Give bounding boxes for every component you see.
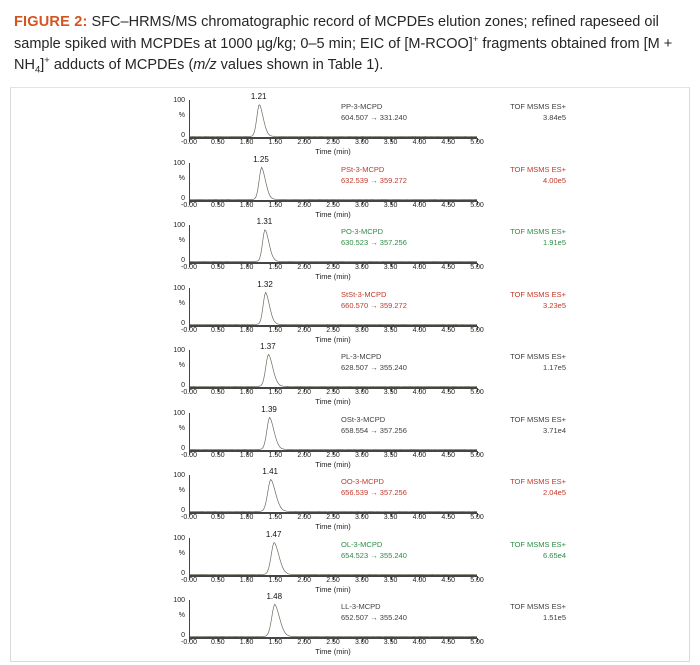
- x-axis-tick-label: 5.00: [470, 201, 484, 209]
- compound-name: PO-3-MCPD: [341, 227, 384, 237]
- scan-type: TOF MSMS ES+: [510, 227, 566, 237]
- compound-annotation: [341, 540, 407, 562]
- x-axis-tick-label: 1.00: [239, 576, 254, 584]
- x-axis-tick-label: 0.50: [210, 389, 225, 397]
- x-axis-title: Time (min): [315, 147, 351, 157]
- plot-area: [189, 163, 477, 201]
- x-axis-tick-label: 2.00: [297, 389, 311, 397]
- mrm-transition: 630.523 → 357.256: [341, 238, 407, 248]
- x-axis-tick-label: 2.00: [297, 139, 311, 147]
- x-axis-tick-label: 4.00: [412, 201, 427, 209]
- compound-name: PP-3-MCPD: [341, 102, 383, 112]
- y-axis-max-label: 100: [173, 159, 185, 167]
- x-axis-tick-label: -0.00: [181, 264, 197, 272]
- acquisition-annotation: [451, 540, 566, 562]
- x-axis-tick-label: 4.00: [412, 451, 427, 459]
- compound-annotation: [341, 602, 407, 624]
- x-axis-tick-label: 1.50: [268, 389, 283, 397]
- y-axis-max-label: 100: [173, 597, 185, 605]
- compound-annotation: [341, 415, 407, 437]
- x-axis-tick-label: 2.50: [326, 264, 340, 272]
- chromatogram-panel: [11, 154, 689, 219]
- x-axis-tick-label: 2.00: [297, 264, 311, 272]
- chromatogram-trace: [190, 288, 477, 325]
- x-axis-tick-label: 3.50: [383, 514, 398, 522]
- x-axis-title: Time (min): [315, 397, 351, 407]
- x-axis-tick-label: 3.50: [383, 201, 398, 209]
- x-axis-tick-label: 2.00: [297, 514, 311, 522]
- x-axis-tick-label: -0.00: [181, 514, 197, 522]
- x-axis-tick-label: -0.00: [181, 576, 197, 584]
- y-axis-unit-label: %: [178, 174, 185, 182]
- x-axis-tick-label: 4.00: [412, 264, 427, 272]
- x-axis-tick-label: 4.50: [441, 264, 455, 272]
- plot-area: [189, 225, 477, 263]
- plot-area: [189, 288, 477, 326]
- x-axis-tick-label: -0.00: [181, 139, 197, 147]
- y-axis-unit-label: %: [178, 112, 185, 120]
- x-axis-tick-label: 3.50: [383, 139, 398, 147]
- x-axis-tick-label: 1.00: [239, 264, 254, 272]
- x-axis-tick-label: 3.50: [383, 326, 398, 334]
- y-axis-min-label: 0: [181, 507, 185, 515]
- y-axis-unit-label: %: [178, 549, 185, 557]
- peak-retention-time-label: 1.25: [253, 154, 269, 164]
- x-axis-tick-label: 3.50: [383, 451, 398, 459]
- x-axis-tick-label: 3.50: [383, 576, 398, 584]
- mrm-transition: 660.570 → 359.272: [341, 300, 407, 310]
- mrm-transition: 654.523 → 355.240: [341, 550, 407, 560]
- x-axis-tick-label: 3.00: [354, 326, 369, 334]
- mrm-transition: 632.539 → 359.272: [341, 175, 407, 185]
- x-axis-tick-label: 5.00: [470, 576, 484, 584]
- x-axis-tick-label: 1.00: [239, 639, 254, 647]
- x-axis-tick-label: 3.50: [383, 389, 398, 397]
- x-axis-tick-label: 4.00: [412, 326, 427, 334]
- x-axis-tick-label: 1.00: [239, 326, 254, 334]
- y-axis-unit-label: %: [178, 487, 185, 495]
- x-axis-tick-label: 2.00: [297, 326, 311, 334]
- y-axis-min-label: 0: [181, 632, 185, 640]
- y-axis-max-label: 100: [173, 97, 185, 105]
- y-axis-max-label: 100: [173, 409, 185, 417]
- x-axis-tick-label: 4.00: [412, 514, 427, 522]
- x-axis-tick-label: 2.50: [326, 326, 340, 334]
- plot-area: [189, 475, 477, 513]
- x-axis-tick-label: 2.50: [326, 514, 340, 522]
- y-axis-max-label: 100: [173, 534, 185, 542]
- mrm-transition: 628.507 → 355.240: [341, 363, 407, 373]
- scan-type: TOF MSMS ES+: [510, 539, 566, 549]
- plot-area: [189, 413, 477, 451]
- peak-retention-time-label: 1.21: [250, 92, 267, 102]
- x-axis-tick-label: 4.50: [441, 514, 455, 522]
- x-axis-tick-label: 0.50: [210, 326, 225, 334]
- x-axis-tick-label: 5.00: [470, 639, 484, 647]
- chromatogram-panel: [11, 279, 689, 344]
- intensity-value: 2.04e5: [543, 488, 566, 498]
- peak-retention-time-label: 1.48: [266, 592, 283, 602]
- x-axis-tick-label: 0.50: [210, 201, 225, 209]
- y-axis-max-label: 100: [173, 284, 185, 292]
- mrm-transition: 658.554 → 357.256: [341, 425, 407, 435]
- x-axis-tick-label: 3.00: [354, 639, 369, 647]
- x-axis-tick-label: 4.50: [441, 139, 455, 147]
- y-axis-min-label: 0: [181, 194, 185, 202]
- x-axis-title: Time (min): [315, 209, 351, 219]
- compound-name: LL-3-MCPD: [341, 602, 381, 612]
- scan-type: TOF MSMS ES+: [510, 102, 566, 112]
- scan-type: TOF MSMS ES+: [510, 164, 566, 174]
- scan-type: TOF MSMS ES+: [510, 352, 566, 362]
- x-axis-tick-label: 1.50: [268, 576, 283, 584]
- plot-area: [189, 538, 477, 576]
- x-axis-title: Time (min): [315, 459, 351, 469]
- x-axis-tick-label: 3.00: [354, 451, 369, 459]
- scan-type: TOF MSMS ES+: [510, 414, 566, 424]
- intensity-value: 3.71e4: [543, 425, 566, 435]
- x-axis-tick-label: 4.50: [441, 201, 455, 209]
- y-axis-min-label: 0: [181, 132, 185, 140]
- x-axis-tick-label: 2.00: [297, 201, 311, 209]
- chromatogram-trace: [190, 475, 477, 512]
- caption-part-3: ]: [40, 56, 45, 73]
- x-axis-tick-label: 2.50: [326, 139, 340, 147]
- chromatogram-trace: [190, 600, 477, 637]
- x-axis-tick-label: 4.00: [412, 639, 427, 647]
- x-axis-tick-label: 0.50: [210, 451, 225, 459]
- x-axis-tick-label: 4.50: [441, 451, 455, 459]
- intensity-value: 1.91e5: [543, 238, 566, 248]
- x-axis-tick-label: 1.00: [239, 451, 254, 459]
- y-axis-min-label: 0: [181, 444, 185, 452]
- chromatogram-panel: [11, 219, 689, 281]
- mrm-transition: 652.507 → 355.240: [341, 613, 407, 623]
- x-axis-title: Time (min): [315, 272, 351, 282]
- x-axis-tick-label: 0.50: [210, 576, 225, 584]
- scan-type: TOF MSMS ES+: [510, 289, 566, 299]
- x-axis-tick-label: 3.00: [354, 514, 369, 522]
- chromatogram-panel: [11, 404, 689, 469]
- y-axis-max-label: 100: [173, 222, 185, 230]
- chromatogram-panel: [11, 594, 689, 656]
- chromatogram-trace: [190, 225, 477, 262]
- mrm-transition: 604.507 → 331.240: [341, 113, 407, 123]
- x-axis-tick-label: 3.00: [354, 201, 369, 209]
- y-axis-unit-label: %: [178, 362, 185, 370]
- x-axis-tick-label: 2.00: [297, 639, 311, 647]
- caption-mz: m/z: [193, 56, 217, 73]
- x-axis-title: Time (min): [315, 334, 351, 344]
- x-axis-tick-label: 3.50: [383, 639, 398, 647]
- compound-annotation: [341, 352, 407, 374]
- compound-annotation: [341, 290, 407, 312]
- compound-name: StSt-3-MCPD: [341, 289, 387, 299]
- x-axis-tick-label: 1.50: [268, 201, 283, 209]
- intensity-value: 1.17e5: [543, 363, 566, 373]
- x-axis-tick-label: 2.50: [326, 451, 340, 459]
- x-axis-tick-label: 0.50: [210, 139, 225, 147]
- y-axis-unit-label: %: [178, 424, 185, 432]
- compound-name: PSt-3-MCPD: [341, 164, 385, 174]
- acquisition-annotation: [451, 352, 566, 374]
- acquisition-annotation: [451, 415, 566, 437]
- intensity-value: 1.51e5: [543, 613, 566, 623]
- y-axis-max-label: 100: [173, 347, 185, 355]
- x-axis-tick-label: 4.50: [441, 639, 455, 647]
- y-axis-min-label: 0: [181, 319, 185, 327]
- mrm-transition: 656.539 → 357.256: [341, 488, 407, 498]
- compound-name: OSt-3-MCPD: [341, 414, 386, 424]
- plot-area: [189, 350, 477, 388]
- compound-annotation: [341, 227, 407, 249]
- acquisition-annotation: [451, 477, 566, 499]
- acquisition-annotation: [451, 227, 566, 249]
- chromatogram-panel: [11, 344, 689, 406]
- y-axis-unit-label: %: [178, 299, 185, 307]
- peak-retention-time-label: 1.37: [260, 342, 276, 352]
- x-axis-tick-label: 0.50: [210, 264, 225, 272]
- x-axis-tick-label: 2.50: [326, 389, 340, 397]
- x-axis-tick-label: -0.00: [181, 639, 197, 647]
- y-axis-min-label: 0: [181, 257, 185, 265]
- x-axis-tick-label: 0.50: [210, 639, 225, 647]
- x-axis-tick-label: 2.00: [297, 576, 311, 584]
- x-axis-tick-label: 5.00: [470, 326, 484, 334]
- x-axis-tick-label: 1.50: [268, 639, 283, 647]
- intensity-value: 4.00e5: [543, 175, 566, 185]
- chromatogram-panel: [11, 529, 689, 594]
- x-axis-tick-label: -0.00: [181, 389, 197, 397]
- scan-type: TOF MSMS ES+: [510, 477, 566, 487]
- x-axis-tick-label: 2.50: [326, 201, 340, 209]
- x-axis-tick-label: 1.50: [268, 451, 283, 459]
- x-axis-tick-label: 2.50: [326, 639, 340, 647]
- peak-retention-time-label: 1.31: [256, 217, 273, 227]
- x-axis-tick-label: 4.00: [412, 389, 427, 397]
- y-axis-unit-label: %: [178, 612, 185, 620]
- x-axis-tick-label: 3.00: [354, 389, 369, 397]
- x-axis-title: Time (min): [315, 584, 351, 594]
- x-axis-tick-label: 5.00: [470, 514, 484, 522]
- x-axis-tick-label: 3.50: [383, 264, 398, 272]
- x-axis-tick-label: 1.00: [239, 139, 254, 147]
- x-axis-tick-label: 1.50: [268, 139, 283, 147]
- caption-part-2: fragments obtained from [M +: [478, 35, 673, 52]
- y-axis-max-label: 100: [173, 472, 185, 480]
- caption-nh: NH: [14, 56, 35, 73]
- chromatogram-panel: [11, 469, 689, 531]
- caption-sup-2: +: [44, 54, 50, 66]
- intensity-value: 6.65e4: [543, 550, 566, 560]
- x-axis-title: Time (min): [315, 522, 351, 532]
- compound-name: OL-3-MCPD: [341, 539, 383, 549]
- x-axis-tick-label: 1.00: [239, 389, 254, 397]
- chromatogram-trace: [190, 413, 477, 450]
- chromatogram-panel: [11, 94, 689, 156]
- x-axis-tick-label: 4.00: [412, 139, 427, 147]
- figure-label: FIGURE 2:: [14, 14, 88, 30]
- x-axis-tick-label: 2.50: [326, 576, 340, 584]
- x-axis-tick-label: 1.00: [239, 514, 254, 522]
- acquisition-annotation: [451, 602, 566, 624]
- y-axis-min-label: 0: [181, 569, 185, 577]
- peak-retention-time-label: 1.47: [265, 529, 282, 539]
- x-axis-tick-label: 4.50: [441, 326, 455, 334]
- intensity-value: 3.23e5: [543, 300, 566, 310]
- x-axis-tick-label: 4.50: [441, 576, 455, 584]
- x-axis-tick-label: 0.50: [210, 514, 225, 522]
- chromatogram-trace: [190, 350, 477, 387]
- x-axis-tick-label: 4.00: [412, 576, 427, 584]
- peak-retention-time-label: 1.39: [261, 404, 277, 414]
- x-axis-tick-label: 1.50: [268, 326, 283, 334]
- x-axis-tick-label: 1.00: [239, 201, 254, 209]
- x-axis-title: Time (min): [315, 647, 351, 657]
- scan-type: TOF MSMS ES+: [510, 602, 566, 612]
- x-axis-tick-label: 2.00: [297, 451, 311, 459]
- chromatogram-panel-stack: [10, 88, 690, 662]
- acquisition-annotation: [451, 165, 566, 187]
- x-axis-tick-label: 1.50: [268, 264, 283, 272]
- plot-area: [189, 100, 477, 138]
- figure-caption: [10, 8, 690, 88]
- acquisition-annotation: [451, 102, 566, 124]
- compound-annotation: [341, 477, 407, 499]
- x-axis-tick-label: -0.00: [181, 326, 197, 334]
- x-axis-tick-label: -0.00: [181, 201, 197, 209]
- caption-part-5: values shown in Table 1).: [216, 56, 384, 73]
- compound-annotation: [341, 102, 407, 124]
- x-axis-tick-label: 5.00: [470, 139, 484, 147]
- x-axis-tick-label: 3.00: [354, 576, 369, 584]
- chromatogram-trace: [190, 163, 477, 200]
- x-axis-tick-label: 4.50: [441, 389, 455, 397]
- y-axis-unit-label: %: [178, 237, 185, 245]
- x-axis-tick-label: 3.00: [354, 139, 369, 147]
- x-axis-tick-label: 5.00: [470, 264, 484, 272]
- x-axis-tick-label: 1.50: [268, 514, 283, 522]
- x-axis-tick-label: 3.00: [354, 264, 369, 272]
- peak-retention-time-label: 1.32: [257, 279, 273, 289]
- peak-retention-time-label: 1.41: [262, 467, 278, 477]
- compound-name: OO-3-MCPD: [341, 477, 384, 487]
- x-axis-tick-label: -0.00: [181, 451, 197, 459]
- caption-part-1: SFC–HRMS/MS chromatographic record of MCPDEs elution zones; refined rapeseed oil sample spiked with MCPDEs at 1000 µg/kg; 0–5 min; EIC of [M-RCOO]: [14, 14, 659, 52]
- compound-name: PL-3-MCPD: [341, 352, 382, 362]
- compound-annotation: [341, 165, 407, 187]
- acquisition-annotation: [451, 290, 566, 312]
- x-axis-tick-label: 5.00: [470, 451, 484, 459]
- caption-part-4: adducts of MCPDEs (: [49, 56, 194, 73]
- plot-area: [189, 600, 477, 638]
- chromatogram-trace: [190, 538, 477, 575]
- x-axis-tick-label: 5.00: [470, 389, 484, 397]
- intensity-value: 3.84e5: [543, 113, 566, 123]
- caption-sub-4: 4: [34, 64, 41, 76]
- y-axis-min-label: 0: [181, 382, 185, 390]
- chromatogram-trace: [190, 100, 477, 137]
- caption-sup-1: +: [472, 33, 479, 45]
